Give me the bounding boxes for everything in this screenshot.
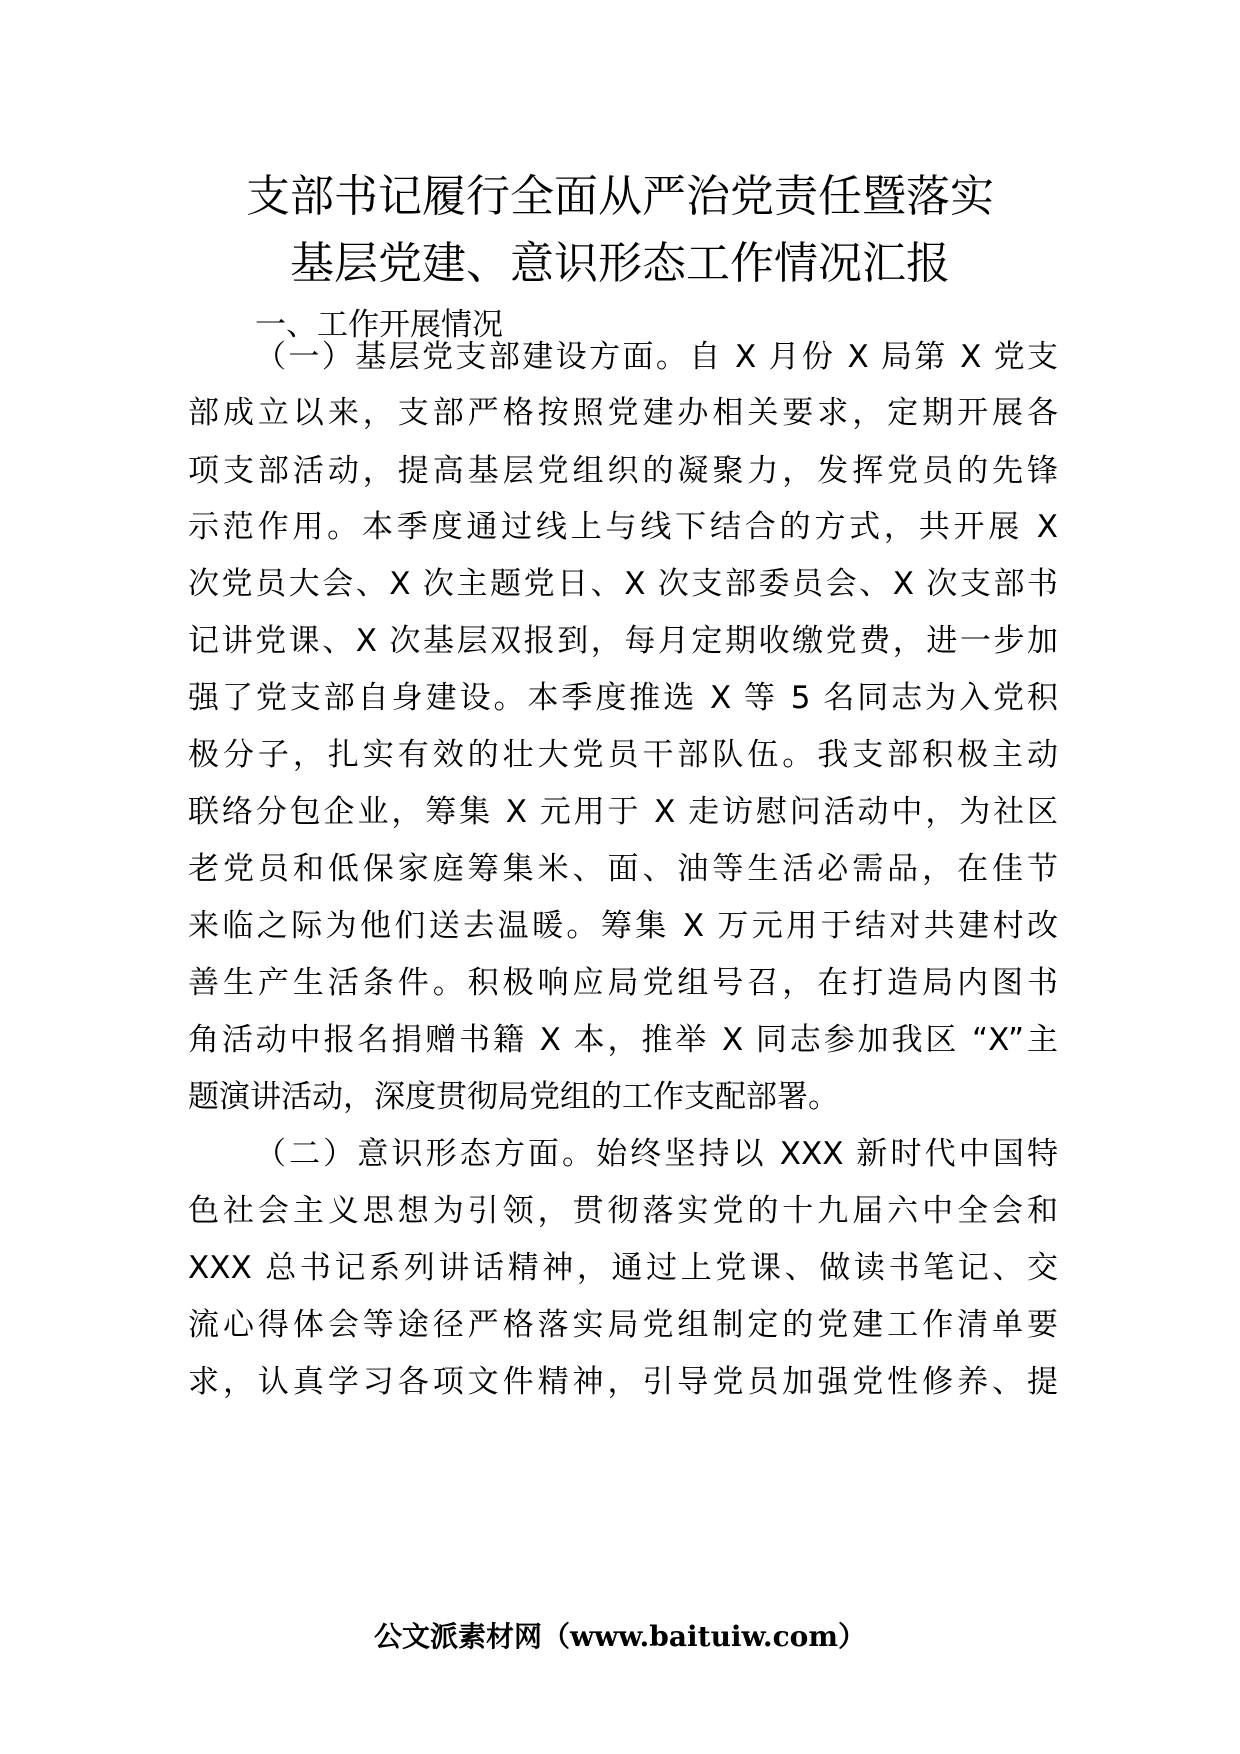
paragraph-line: （二）意识形态方面。始终坚持以 XXX 新时代中国特: [255, 1136, 1058, 1172]
paragraph-line: 部成立以来，支部严格按照党建办相关要求，定期开展各: [188, 395, 1058, 431]
paragraph-line: 项支部活动，提高基层党组织的凝聚力，发挥党员的先锋: [188, 453, 1058, 489]
document-title-line-2: 基层党建、意识形态工作情况汇报: [290, 238, 950, 289]
paragraph-line: 角活动中报名捐赠书籍 X 本，推举 X 同志参加我区 “X”主: [188, 1022, 1058, 1058]
section-heading: 一、工作开展情况: [255, 307, 503, 343]
paragraph-line: 记讲党课、X 次基层双报到，每月定期收缴党费，进一步加: [188, 623, 1058, 659]
paragraph-line: 流心得体会等途径严格落实局党组制定的党建工作清单要: [188, 1307, 1058, 1343]
paragraph-line: （一）基层党支部建设方面。自 X 月份 X 局第 X 党支: [255, 339, 1058, 375]
paragraph-line: 题演讲活动，深度贯彻局党组的工作支配部署。: [188, 1079, 839, 1115]
document-title-line-1: 支部书记履行全面从严治党责任暨落实: [246, 171, 994, 222]
paragraph-line: 求，认真学习各项文件精神，引导党员加强党性修养、提: [188, 1364, 1058, 1400]
paragraph-line: 色社会主义思想为引领，贯彻落实党的十九届六中全会和: [188, 1193, 1058, 1229]
paragraph-line: 极分子，扎实有效的壮大党员干部队伍。我支部积极主动: [188, 737, 1058, 773]
paragraph-line: 来临之际为他们送去温暖。筹集 X 万元用于结对共建村改: [188, 908, 1058, 944]
paragraph-line: 强了党支部自身建设。本季度推选 X 等 5 名同志为入党积: [188, 680, 1058, 716]
paragraph-line: 次党员大会、X 次主题党日、X 次支部委员会、X 次支部书: [188, 566, 1058, 602]
paragraph-line: 善生产生活条件。积极响应局党组号召，在打造局内图书: [188, 965, 1058, 1001]
footer-watermark: 公文派素材网（www.baituiw.com）: [374, 1620, 866, 1653]
paragraph-line: XXX 总书记系列讲话精神，通过上党课、做读书笔记、交: [188, 1250, 1058, 1286]
paragraph-line: 联络分包企业，筹集 X 元用于 X 走访慰问活动中，为社区: [188, 794, 1058, 830]
paragraph-line: 示范作用。本季度通过线上与线下结合的方式，共开展 X: [188, 509, 1058, 545]
paragraph-line: 老党员和低保家庭筹集米、面、油等生活必需品，在佳节: [188, 851, 1058, 887]
